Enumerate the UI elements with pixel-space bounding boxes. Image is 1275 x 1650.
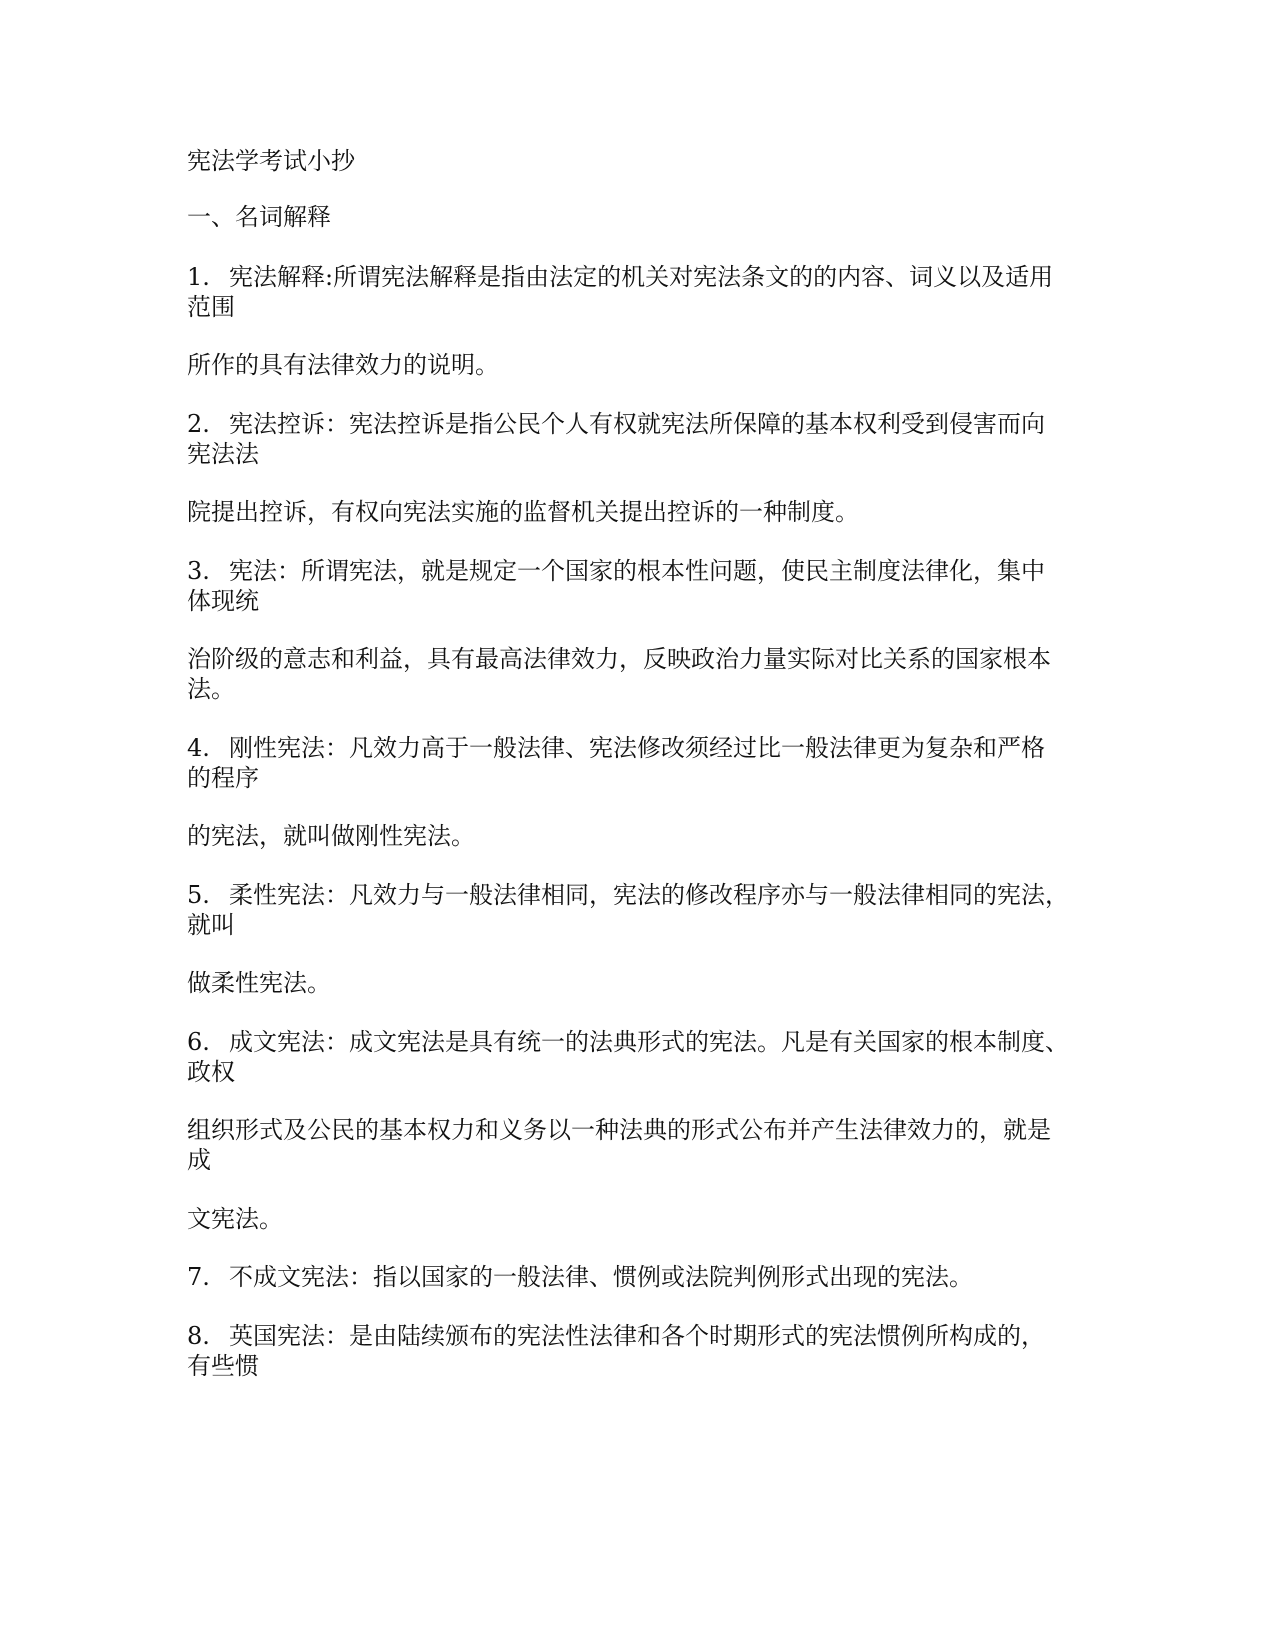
entry-3-line-2: 体现统 bbox=[187, 587, 259, 615]
entry-3-line-3: 治阶级的意志和利益，具有最高法律效力，反映政治力量实际对比关系的国家根本 bbox=[187, 645, 1051, 673]
entry-number: 6. bbox=[187, 1028, 210, 1056]
entry-6-line-2: 政权 bbox=[187, 1058, 235, 1086]
entry-number: 1. bbox=[187, 263, 210, 291]
entry-text: 宪法：所谓宪法，就是规定一个国家的根本性问题，使民主制度法律化，集中 bbox=[229, 557, 1045, 585]
entry-5-line-2: 就叫 bbox=[187, 911, 235, 939]
entry-6-line-3: 组织形式及公民的基本权力和义务以一种法典的形式公布并产生法律效力的，就是 bbox=[187, 1116, 1051, 1144]
entry-text: 英国宪法：是由陆续颁布的宪法性法律和各个时期形式的宪法惯例所构成的， bbox=[229, 1322, 1045, 1350]
entry-3-line-1 bbox=[187, 556, 1045, 587]
entry-6-line-4: 成 bbox=[187, 1146, 211, 1174]
entry-7-line-1 bbox=[187, 1262, 973, 1293]
entry-number: 7. bbox=[187, 1263, 210, 1291]
entry-5-line-1 bbox=[187, 880, 1069, 911]
entry-1-line-3: 所作的具有法律效力的说明。 bbox=[187, 351, 499, 379]
entry-number: 4. bbox=[187, 734, 210, 762]
entry-4-line-1 bbox=[187, 733, 1045, 764]
entry-text: 柔性宪法：凡效力与一般法律相同，宪法的修改程序亦与一般法律相同的宪法， bbox=[229, 881, 1069, 909]
entry-3-line-4: 法。 bbox=[187, 675, 235, 703]
entry-number: 3. bbox=[187, 557, 210, 585]
entry-8-line-2: 有些惯 bbox=[187, 1352, 259, 1380]
entry-number: 8. bbox=[187, 1322, 210, 1350]
entry-number: 5. bbox=[187, 881, 210, 909]
entry-4-line-3: 的宪法，就叫做刚性宪法。 bbox=[187, 822, 475, 850]
entry-text: 宪法解释:所谓宪法解释是指由法定的机关对宪法条文的的内容、词义以及适用 bbox=[229, 263, 1054, 291]
entry-1-line-2: 范围 bbox=[187, 293, 235, 321]
entry-1-line-1 bbox=[187, 262, 1053, 293]
entry-4-line-2: 的程序 bbox=[187, 764, 259, 792]
document-title: 宪法学考试小抄 bbox=[187, 147, 355, 175]
entry-text: 宪法控诉：宪法控诉是指公民个人有权就宪法所保障的基本权利受到侵害而向 bbox=[229, 410, 1045, 438]
entry-text: 不成文宪法：指以国家的一般法律、惯例或法院判例形式出现的宪法。 bbox=[229, 1263, 973, 1291]
entry-2-line-2: 宪法法 bbox=[187, 440, 259, 468]
entry-2-line-3: 院提出控诉，有权向宪法实施的监督机关提出控诉的一种制度。 bbox=[187, 498, 859, 526]
entry-text: 刚性宪法：凡效力高于一般法律、宪法修改须经过比一般法律更为复杂和严格 bbox=[229, 734, 1045, 762]
entry-5-line-3: 做柔性宪法。 bbox=[187, 969, 331, 997]
entry-2-line-1 bbox=[187, 409, 1045, 440]
entry-6-line-5: 文宪法。 bbox=[187, 1205, 283, 1233]
entry-8-line-1 bbox=[187, 1321, 1045, 1352]
section-heading: 一、名词解释 bbox=[187, 203, 331, 231]
entry-number: 2. bbox=[187, 410, 210, 438]
entry-6-line-1 bbox=[187, 1027, 1069, 1058]
entry-text: 成文宪法：成文宪法是具有统一的法典形式的宪法。凡是有关国家的根本制度、 bbox=[229, 1028, 1069, 1056]
